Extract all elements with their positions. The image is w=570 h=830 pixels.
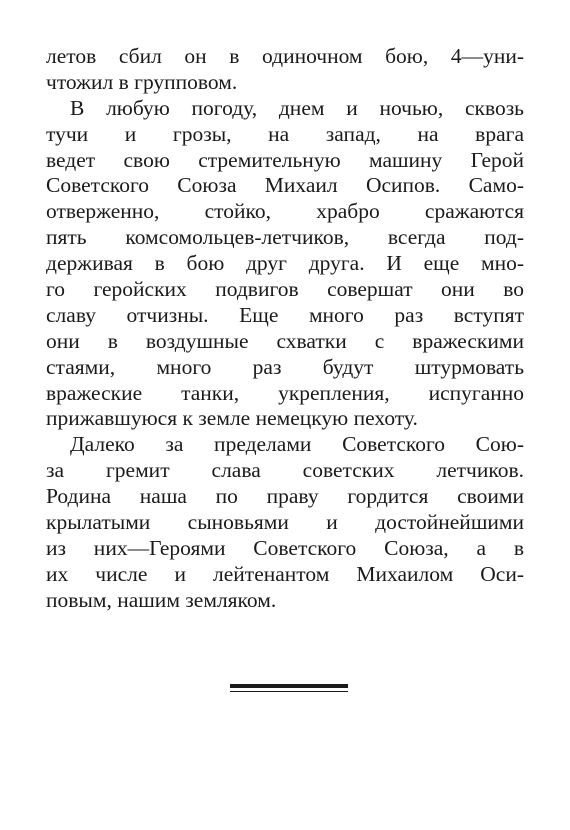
text-line: их числе и лейтенантом Михаилом Оси- bbox=[46, 561, 524, 586]
text-line: вражеские танки, укрепления, испуганно bbox=[46, 380, 524, 405]
text-line: Родина наша по праву гордится своими bbox=[46, 484, 524, 509]
text-line: Советского Союза Михаил Осипов. Само- bbox=[46, 173, 524, 198]
text-line: тучи и грозы, на запад, на врага bbox=[46, 121, 524, 146]
text-line: они в воздушные схватки с вражескими bbox=[46, 328, 524, 353]
text-line: за гремит слава советских летчиков. bbox=[46, 458, 524, 483]
text-line: славу отчизны. Еще много раз вступят bbox=[46, 302, 524, 327]
paragraph bbox=[46, 96, 524, 433]
text-line: Далеко за пределами Советского Сою- bbox=[70, 432, 524, 457]
end-rule-thin bbox=[230, 691, 348, 692]
text-line: прижавшуюся к земле немецкую пехоту. bbox=[46, 406, 418, 431]
text-line: чтожил в групповом. bbox=[46, 69, 238, 94]
text-line: из них—Героями Советского Союза, а в bbox=[46, 535, 524, 560]
end-rule-thick bbox=[230, 684, 348, 688]
body-text bbox=[46, 44, 524, 614]
end-rule bbox=[230, 684, 348, 692]
text-line: отверженно, стойко, храбро сражаются bbox=[46, 199, 524, 224]
text-line: пять комсомольцев-летчиков, всегда под- bbox=[46, 225, 524, 250]
paragraph bbox=[46, 432, 524, 613]
text-line: го геройских подвигов совершат они во bbox=[46, 277, 524, 302]
text-line: крылатыми сыновьями и достойнейшими bbox=[46, 510, 524, 535]
text-line: летов сбил он в одиночном бою, 4—уни- bbox=[46, 44, 524, 68]
text-line: повым, нашим земляком. bbox=[46, 587, 277, 612]
paragraph bbox=[46, 44, 524, 96]
text-line: стаями, много раз будут штурмовать bbox=[46, 354, 524, 379]
text-line: держивая в бою друг друга. И еще мно- bbox=[46, 251, 524, 276]
text-line: ведет свою стремительную машину Герой bbox=[46, 147, 524, 172]
text-line: В любую погоду, днем и ночью, сквозь bbox=[70, 95, 524, 120]
